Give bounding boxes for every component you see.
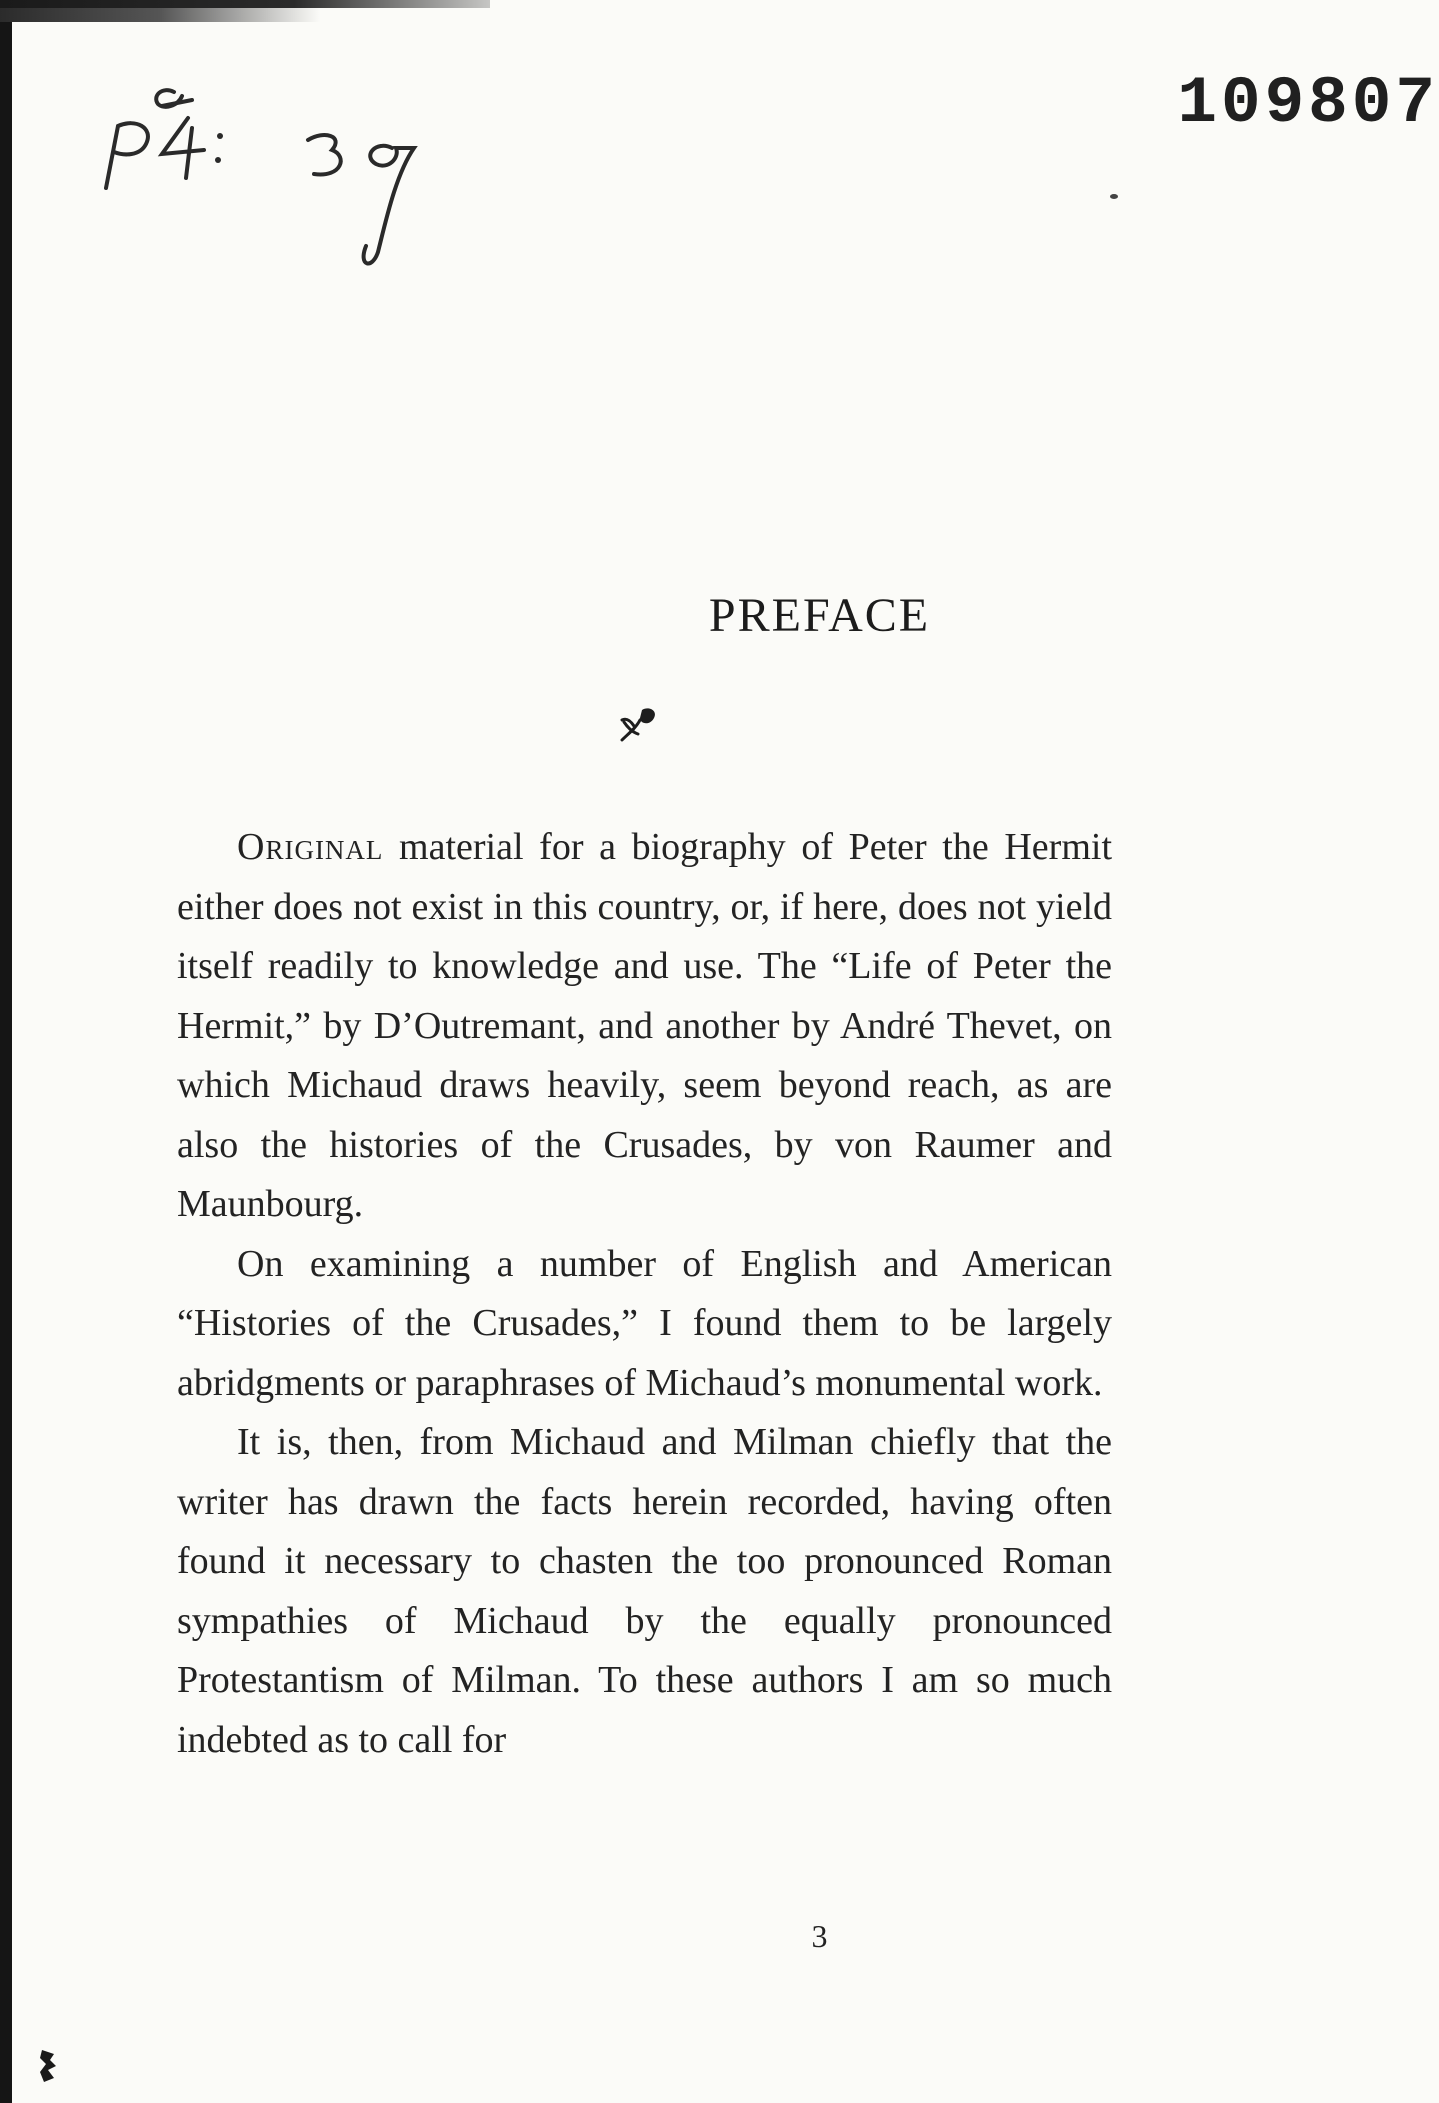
preface-body bbox=[177, 818, 1112, 1770]
page-binding-edge bbox=[0, 0, 12, 2103]
accession-number-stamp: 109807 bbox=[1177, 66, 1439, 141]
scan-edge-shadow-inner bbox=[0, 8, 320, 22]
paragraph-lead-word: Original bbox=[237, 826, 384, 868]
paragraph-text: material for a biography of Peter the Hermit either does not exist in this country, or, if here, does not yield itself readily to knowledge and use. The “Life of Peter the Hermit,” by D’Outremant, and another by André Thevet, on which Michaud draws heavily, seem beyond reach, as are also the histories of the Crusades, by von Raumer and Maunbourg. bbox=[177, 826, 1112, 1225]
fleuron-ornament-icon bbox=[618, 706, 664, 744]
preface-paragraph-2 bbox=[177, 1235, 1112, 1414]
page-number: 3 bbox=[811, 1918, 828, 1954]
preface-paragraph-3 bbox=[177, 1413, 1112, 1770]
paragraph-text: On examining a number of English and American “Histories of the Crusades,” I found them to be largely abridgments or paraphrases of Michaud’s monumental work. bbox=[177, 1242, 1112, 1404]
handwritten-call-number bbox=[96, 70, 496, 290]
ink-blot bbox=[38, 2048, 58, 2084]
preface-paragraph-1 bbox=[177, 818, 1112, 1235]
paragraph-text: It is, then, from Michaud and Milman chiefly that the writer has drawn the facts herein recorded, having often found it necessary to chasten the too pronounced Roman sympathies of Michaud by the equally pronounced Protestantism of Milman. To these authors I am so much indebted as to call for bbox=[177, 1421, 1112, 1761]
page-title: PREFACE bbox=[708, 589, 931, 642]
ink-speck bbox=[1110, 194, 1118, 199]
scan-edge-shadow bbox=[0, 0, 490, 8]
